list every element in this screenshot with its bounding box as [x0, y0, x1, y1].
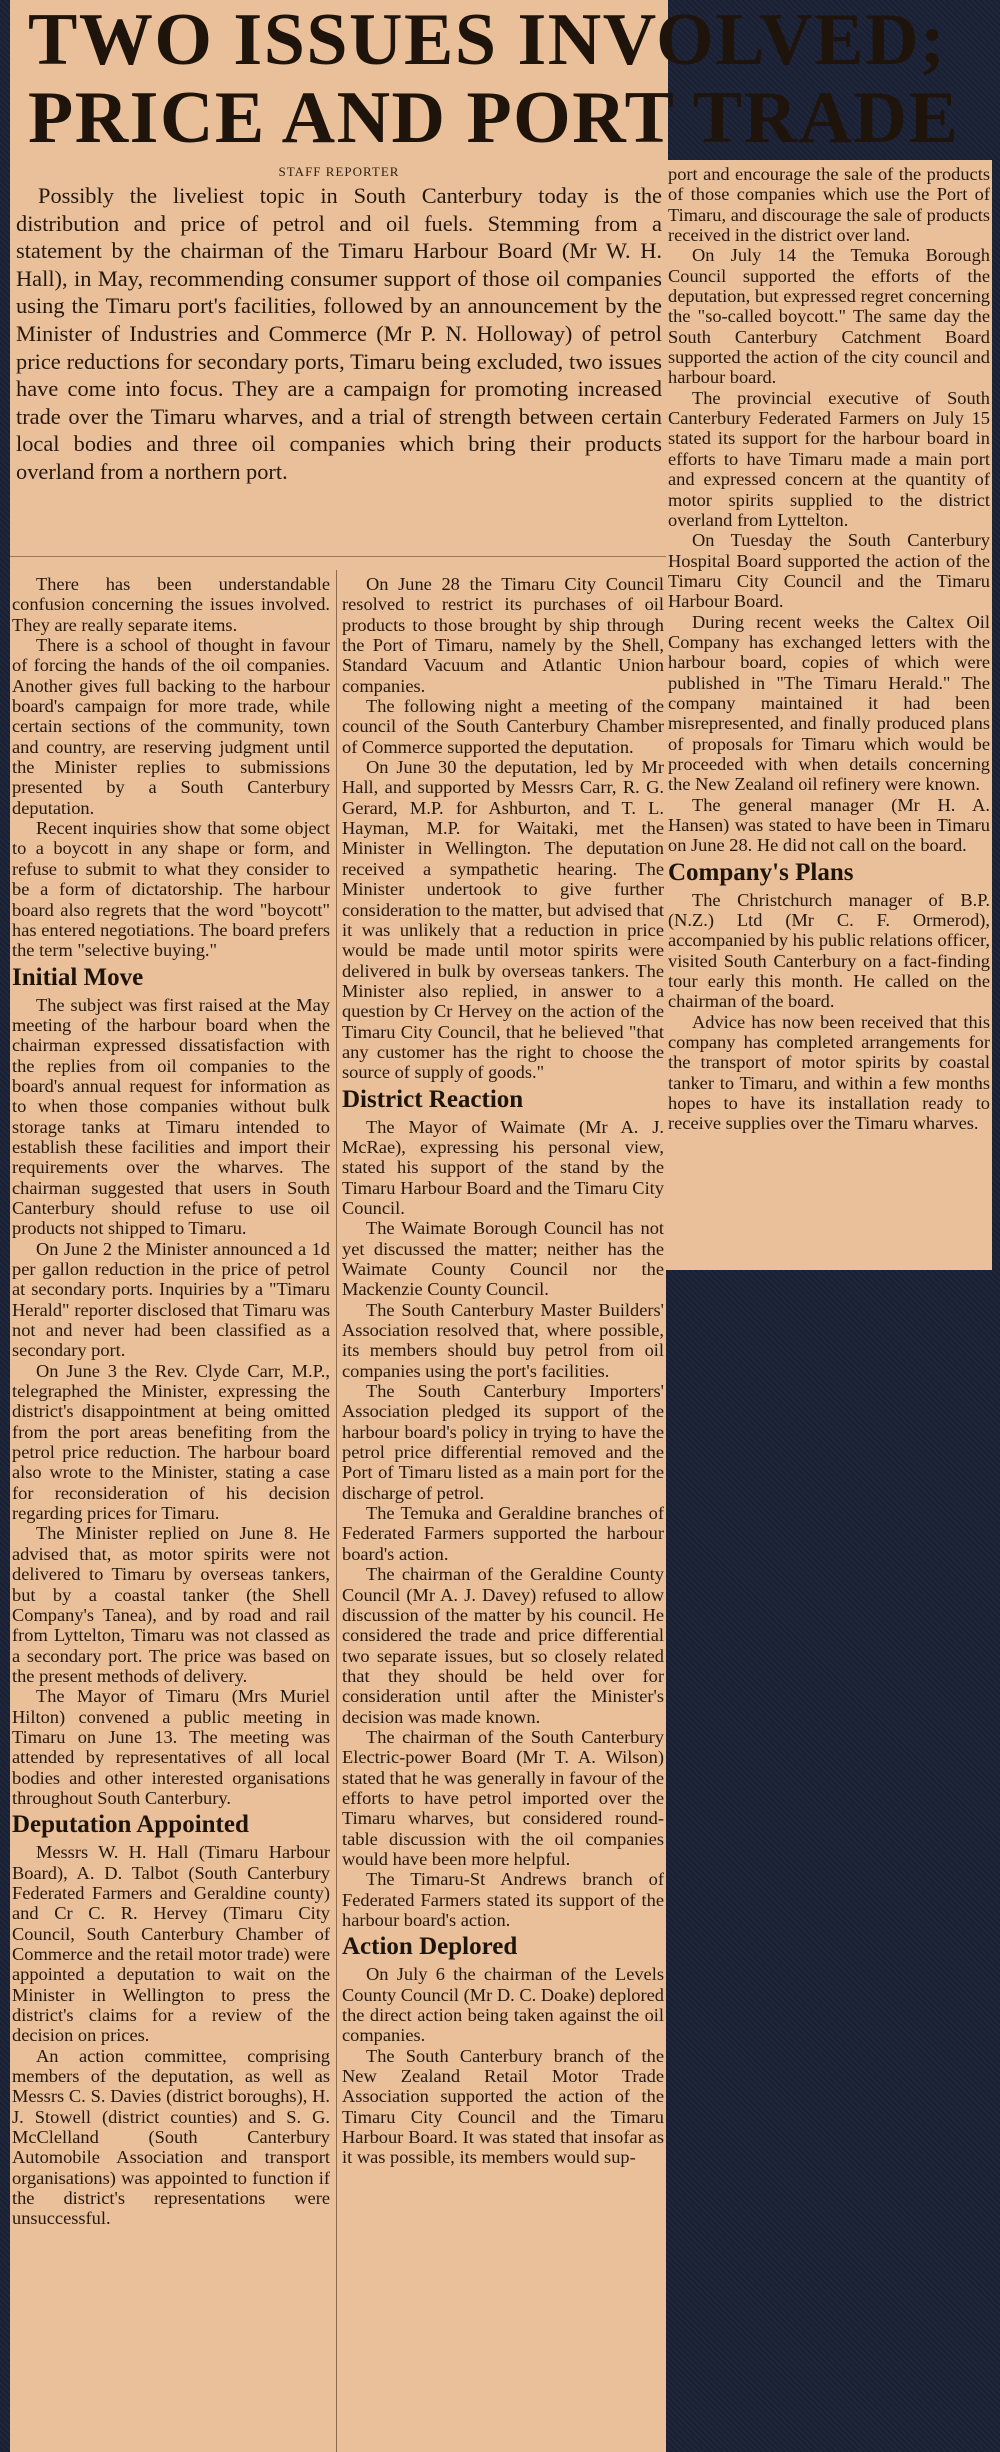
column-1-paragraph: An action committee, comprising members of the deputation, as well as Messrs C. S. Davies (district boroughs), H. J. Stowell (district counties) and S. G. McClelland (South Canterbury Automobile Association and transport organisations) was appointed to function if the district's representations were unsuccessful. — [12, 2045, 330, 2229]
column-1-paragraph: Recent inquiries show that some object to a boycott in any shape or form, and refuse to submit to what they consider to be a form of dictatorship. The harbour board also regrets that the word "boycott" has entered negotiations. The board prefers the term "selective buying." — [12, 818, 330, 961]
right-paragraph: The provincial executive of South Canterbury Federated Farmers on July 15 stated its support for the harbour board in efforts to have Timaru made a main port and expressed concern at the quantity of motor spirits supplied to the district overland from Lyttelton. — [668, 387, 990, 530]
column-2 — [340, 560, 666, 2452]
column-2-paragraph: The South Canterbury Master Builders' Association resolved that, where possible, its members should buy petrol from oil companies using the port's facilities. — [342, 1299, 664, 1381]
byline: STAFF REPORTER — [278, 164, 400, 179]
column-1-paragraph: The Mayor of Timaru (Mrs Muriel Hilton) convened a public meeting in Timaru on June 13. The meeting was attended by representatives of all local bodies and other interested organisations throughout South Canterbury. — [12, 1686, 330, 1808]
column-1-paragraph: The subject was first raised at the May meeting of the harbour board when the chairman expressed dissatisfaction with the replies from oil companies to the board's annual request for information as to when those companies without bulk storage tanks at Timaru intended to establish these facilities and import their requirements over the wharves. The chairman suggested that users in South Canterbury should refuse to use oil products not shipped to Timaru. — [12, 994, 330, 1239]
column-2-paragraph: The Waimate Borough Council has not yet discussed the matter; neither has the Waimate County Council nor the Mackenzie County Council. — [342, 1218, 664, 1300]
column-2-paragraph: The chairman of the Geraldine County Council (Mr A. J. Davey) refused to allow discussion of the matter by his council. He considered the trade and price differential two separate issues, but so closely related that they should be held over for consideration until after the Minister's decision was made known. — [342, 1564, 664, 1727]
right-column-clipping — [666, 160, 992, 1270]
column-1-paragraph: There is a school of thought in favour of forcing the hands of the oil companies. Another gives full backing to the harbour board's campaign for more trade, while certain sections of the community, town and country, are reserving judgment until the Minister replies to submissions presented by a South Canterbury deputation. — [12, 635, 330, 818]
column-1-paragraph: There has been understandable confusion concerning the issues involved. They are really separate items. — [12, 574, 330, 635]
right-paragraph: On July 14 the Temuka Borough Council supported the efforts of the deputation, but expressed regret concerning the "so-called boycott." The same day the South Canterbury Catchment Board supported the action of the city council and harbour board. — [668, 245, 990, 388]
column-rule — [336, 570, 337, 2452]
headline-line-1: TWO ISSUES INVOLVED; — [28, 0, 947, 81]
right-paragraph: port and encourage the sale of the products of those companies which use the Port of Timaru, and discourage the sale of products received in the district over land. — [668, 164, 990, 246]
column-1-paragraph: On June 3 the Rev. Clyde Carr, M.P., telegraphed the Minister, expressing the district's disappointment at being omitted from the port areas benefiting from the petrol price reduction. The harbour board also wrote to the Minister, stating a case for reconsideration of his decision regarding prices for Timaru. — [12, 1360, 330, 1524]
section-divider — [10, 556, 668, 557]
intro-paragraph: Possibly the liveliest topic in South Canterbury today is the distribution and price of petrol and oil fuels. Stemming from a statement by the chairman of the Timaru Harbour Board (Mr W. H. Hall), in May, recommending consumer support of those oil companies using the Timaru port's facilities, followed by an announcement by the Minister of Industries and Commerce (Mr P. N. Holloway) of petrol price reductions for secondary ports, Timaru being excluded, two issues have come into focus. They are a campaign for promoting increased trade over the Timaru wharves, and a trial of strength between certain local bodies and three oil companies which bring their products overland from a northern port. — [16, 183, 662, 484]
column-2-paragraph: On June 28 the Timaru City Council resolved to restrict its purchases of oil products to those brought by ship through the Port of Timaru, namely by the Shell, Standard Vacuum and Atlantic Union companies. — [342, 574, 664, 696]
column-2-paragraph: The chairman of the South Canterbury Electric-power Board (Mr T. A. Wilson) stated that he was generally in favour of the efforts to have petrol imported over the Timaru wharves, but considered round-table discussion with the oil companies would have been more helpful. — [342, 1726, 664, 1869]
column-2-paragraph: The South Canterbury branch of the New Zealand Retail Motor Trade Association supported the action of the Timaru City Council and the Timaru Harbour Board. It was stated that insofar as it was possible, its members would sup- — [342, 2045, 664, 2168]
right-paragraph: The general manager (Mr H. A. Hansen) was stated to have been in Timaru on June 28. He did not call on the board. — [668, 794, 990, 856]
subhead-deputation-appointed: Deputation Appointed — [12, 1811, 249, 1839]
headline-line-2: PRICE AND PORT TRADE — [28, 77, 960, 159]
column-1 — [10, 560, 332, 2452]
right-paragraph: During recent weeks the Caltex Oil Company has exchanged letters with the harbour board, copies of which were published in "The Timaru Herald." The company maintained it had been misrepresented, and finally produced plans of proposals for Timaru which would be proceeded with when details concerning the New Zealand oil refinery were known. — [668, 611, 990, 795]
column-2-paragraph: The South Canterbury Importers' Association pledged its support of the harbour board's policy in trying to have the petrol price differential removed and the Port of Timaru listed as a main port for the discharge of petrol. — [342, 1381, 664, 1503]
subhead-district-reaction: District Reaction — [342, 1085, 524, 1113]
column-1-paragraph: On June 2 the Minister announced a 1d per gallon reduction in the price of petrol at secondary ports. Inquiries by a "Timaru Herald" reporter disclosed that Timaru was not and never had been classified as a secondary port. — [12, 1238, 330, 1361]
subhead-action-deplored: Action Deplored — [342, 1933, 518, 1961]
right-paragraph: On Tuesday the South Canterbury Hospital Board supported the action of the Timaru City Council and the Timaru Harbour Board. — [668, 530, 990, 612]
column-2-paragraph: The following night a meeting of the council of the South Canterbury Chamber of Commerce supported the deputation. — [342, 696, 664, 757]
headline-clipping — [10, 0, 960, 160]
column-1-paragraph: Messrs W. H. Hall (Timaru Harbour Board), A. D. Talbot (South Canterbury Federated Farmers and Geraldine county) and Cr C. R. Hervey (Timaru City Council, South Canterbury Chamber of Commerce and the retail motor trade) were appointed a deputation to wait on the Minister in Wellington to press the district's claims for a review of the decision on prices. — [12, 1842, 330, 2046]
column-2-paragraph: The Mayor of Waimate (Mr A. J. McRae), expressing his personal view, stated his support of the stand by the Timaru Harbour Board and the Timaru City Council. — [342, 1116, 664, 1218]
column-2-paragraph: The Timaru-St Andrews branch of Federated Farmers stated its support of the harbour board's action. — [342, 1869, 664, 1930]
subhead-companys-plans: Company's Plans — [668, 858, 854, 886]
right-paragraph: Advice has now been received that this company has completed arrangements for the transport of motor spirits by coastal tanker to Timaru, and within a few months hopes to have its installation ready to receive supplies over the Timaru wharves. — [668, 1011, 990, 1134]
subhead-initial-move: Initial Move — [12, 963, 144, 991]
lower-columns-clipping — [10, 560, 666, 2452]
right-column — [666, 160, 992, 1134]
intro-clipping — [10, 160, 668, 560]
column-2-paragraph: The Temuka and Geraldine branches of Federated Farmers supported the harbour board's action. — [342, 1503, 664, 1564]
column-2-paragraph: On June 30 the deputation, led by Mr Hall, and supported by Messrs Carr, R. G. Gerard, M.P. for Ashburton, and T. L. Hayman, M.P. for Waitaki, met the Minister in Wellington. The deputation received a sympathetic hearing. The Minister undertook to give further consideration to the matter, but advised that it was unlikely that a reduction in price would be made until motor spirits were delivered in bulk by overseas tankers. The Minister also replied, in answer to a question by Cr Hervey on the action of the Timaru City Council, that he believed "that any customer has the right to choose the source of supply of goods." — [342, 757, 664, 1083]
right-paragraph: The Christchurch manager of B.P. (N.Z.) Ltd (Mr C. F. Ormerod), accompanied by his public relations officer, visited South Canterbury on a fact-finding tour early this month. He called on the chairman of the board. — [668, 889, 990, 1012]
column-1-paragraph: The Minister replied on June 8. He advised that, as motor spirits were not delivered to Timaru by overseas tankers, but by a coastal tanker (the Shell Company's Tanea), and by road and rail from Lyttelton, Timaru was not classed as a secondary port. The price was based on the present methods of delivery. — [12, 1523, 330, 1686]
column-2-paragraph: On July 6 the chairman of the Levels County Council (Mr D. C. Doake) deplored the direct action being taken against the oil companies. — [342, 1964, 664, 2046]
